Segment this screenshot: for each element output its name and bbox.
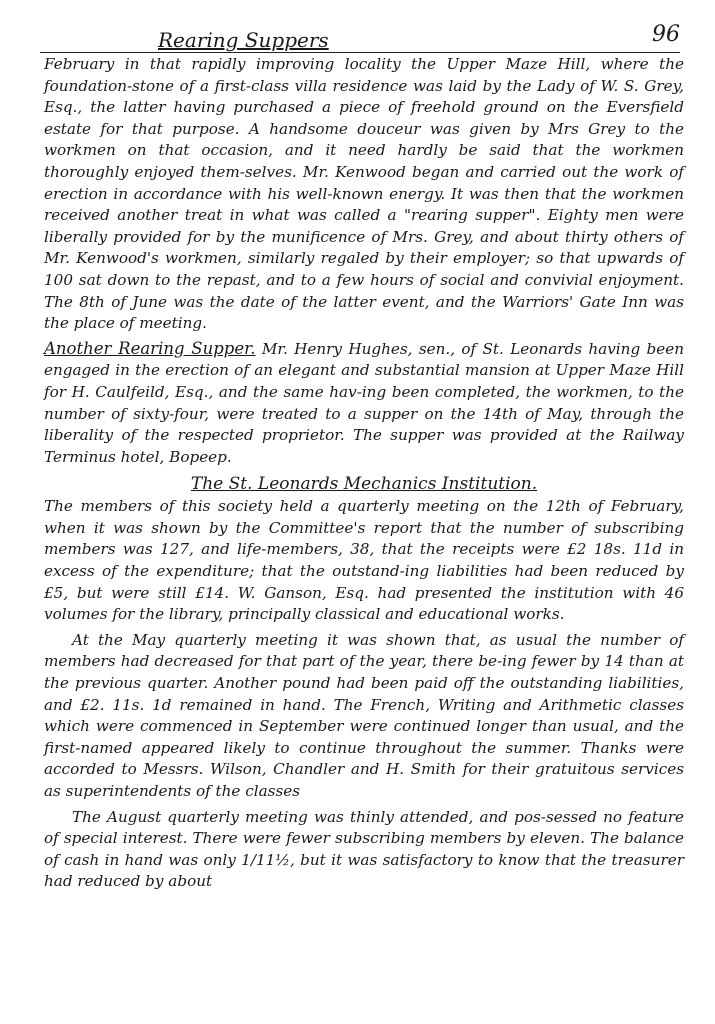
paragraph-may-meeting: At the May quarterly meeting it was shown that, as usual the number of members had decreased for that part of the year, there be-ing fewer by 14 than at the previous quarter. Another pound had been paid off the outstanding liabilities, and £2. 11s. 1d remained in hand. The French, Writing and Arithmetic classes which were commenced in September were continued longer than usual, and the first-named appeared likely to continue throughout the summer. Thanks were accorded to Messrs. Wilson, Chandler and H. Smith for their gratuitous services as superintendents of the classes <box>44 630 684 800</box>
paragraph-text: Mr. Henry Hughes, sen., of St. Leonards having been engaged in the erection of an elegant and substantial mansion at Upper Maze Hill for H. Caulfeild, Esq., and the same hav-ing been completed, the workmen, to the number of sixty-four, were treated to a supper on the 14th of May, through the liberality of the respected proprietor. The supper was provided at the Railway Terminus hotel, Bopeep. <box>44 339 684 466</box>
paragraph-august-meeting: The August quarterly meeting was thinly attended, and pos-sessed no feature of special interest. There were fewer subscribing members by eleven. The balance of cash in hand was only 1/11½, but it was satisfactory to know that the treasurer had reduced by about <box>44 807 684 891</box>
page-header <box>40 22 680 53</box>
paragraph-rearing-supper: February in that rapidly improving locality the Upper Maze Hill, where the foundation-stone of a first-class villa residence was laid by the Lady of W. S. Grey, Esq., the latter having purchased a piece of freehold ground on the Eversfield estate for that purpose. A handsome douceur was given by Mrs Grey to the workmen on that occasion, and it need hardly be said that the workmen thoroughly enjoyed them-selves. Mr. Kenwood began and carried out the work of erection in accordance with his well-known energy. It was then that the workmen received another treat in what was called a "rearing supper". Eighty men were liberally provided for by the munificence of Mrs. Grey, and about thirty others of Mr. Kenwood's workmen, similarly regaled by their employer; so that upwards of 100 sat down to the repast, and to a few hours of social and convivial enjoyment. The 8th of June was the date of the latter event, and the Warriors' Gate Inn was the place of meeting. <box>44 55 684 333</box>
inline-heading-another-rearing-supper: Another Rearing Supper. <box>44 338 256 358</box>
paragraph-february-meeting: The members of this society held a quarterly meeting on the 12th of February, when it was shown by the Committee's report that the number of subscribing members was 127, and life-members, 38, that the receipts were £2 18s. 11d in excess of the expenditure; that the outstand-ing liabilities had been reduced by £5, but were still £14. W. Ganson, Esq. had presented the institution with 46 volumes for the library, principally classical and educational works. <box>44 497 684 624</box>
page-number: 96 <box>652 22 680 47</box>
paragraph-another-rearing-supper <box>44 338 684 469</box>
page-title: Rearing Suppers <box>158 28 329 52</box>
section-heading-mechanics-institution: The St. Leonards Mechanics Institution. <box>190 474 538 495</box>
manuscript-body <box>44 54 684 893</box>
